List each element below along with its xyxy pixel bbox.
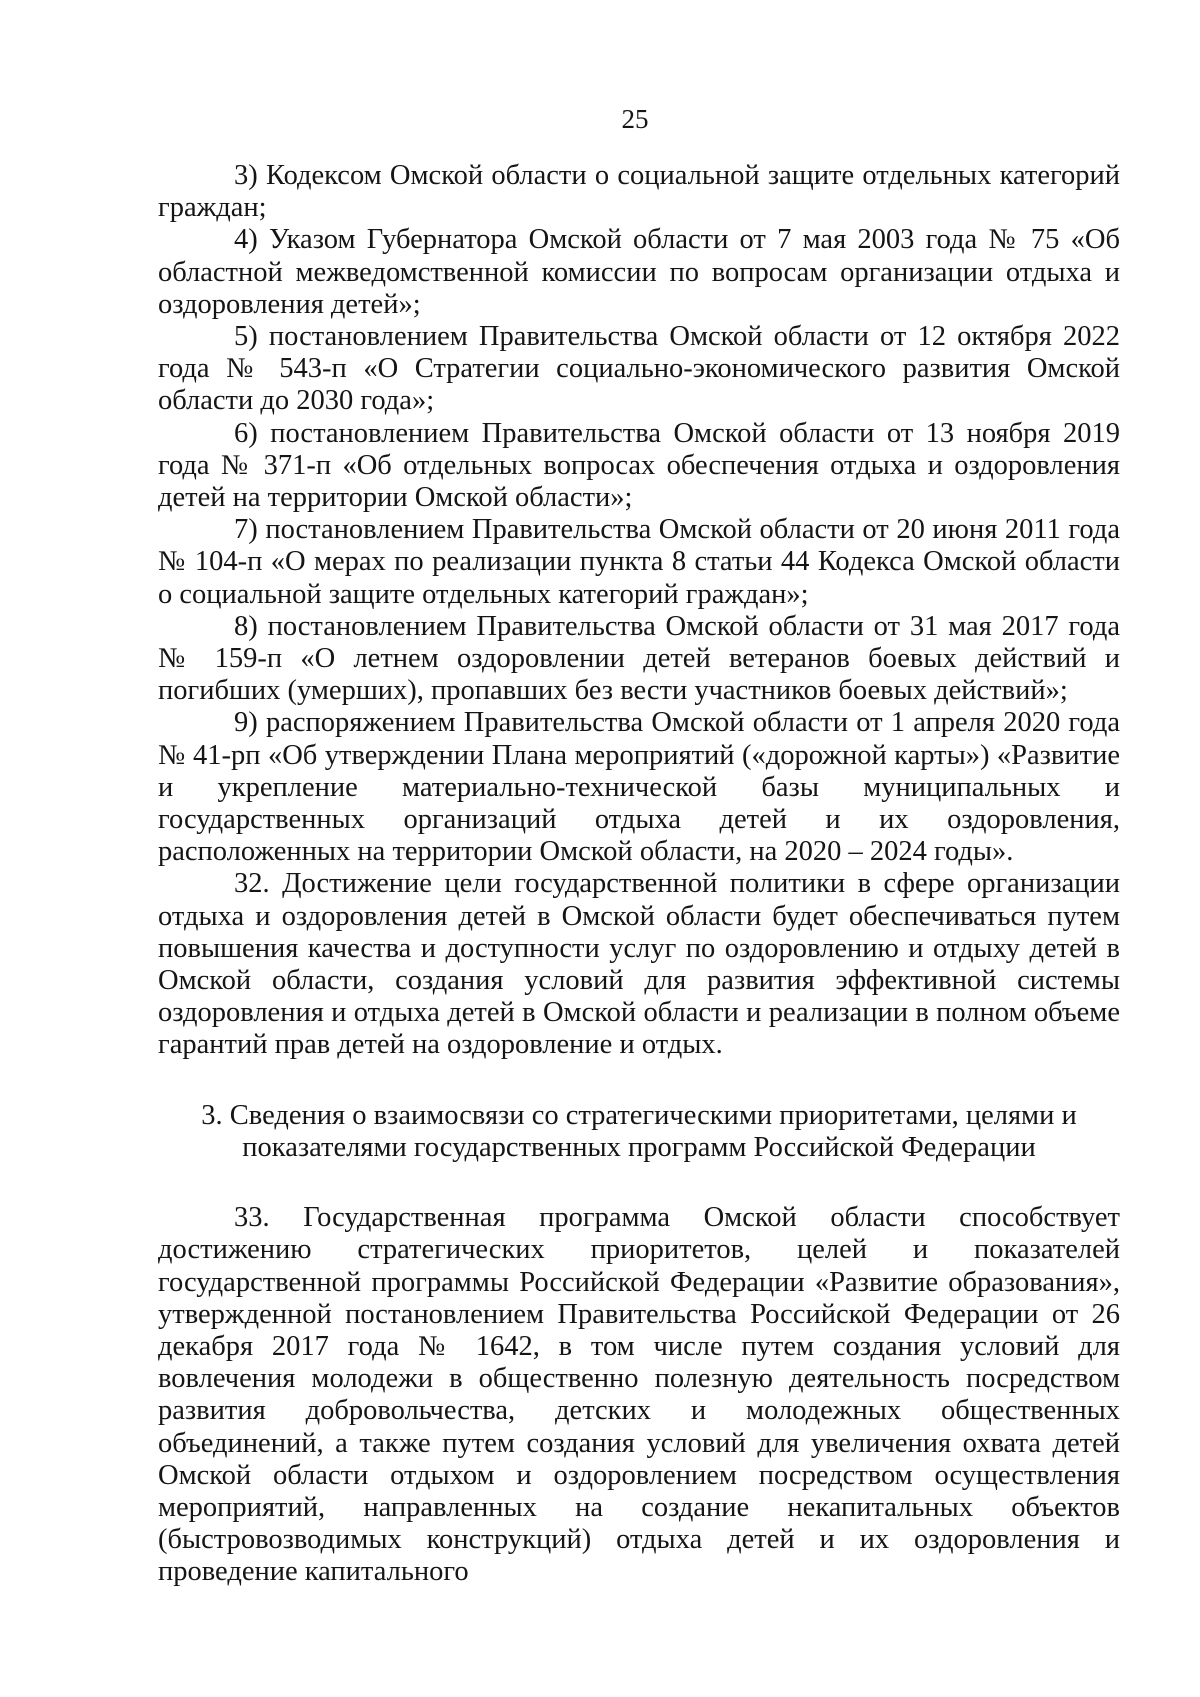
section-heading [158,1100,1120,1164]
section-heading-line-1: 3. Сведения о взаимосвязи со стратегическими приоритетами, целями и [201,1099,1077,1131]
paragraph-item-5: 5) постановлением Правительства Омской области от 12 октября 2022 года № 543-п «О Стратегии социально-экономического развития Омской области до 2030 года»; [158,321,1120,417]
paragraph-item-3: 3) Кодексом Омской области о социальной защите отдельных категорий граждан; [158,160,1120,224]
paragraph-item-9: 9) распоряжением Правительства Омской области от 1 апреля 2020 года № 41-рп «Об утверждении Плана мероприятий («дорожной карты») «Развитие и укрепление материально-технической базы муниципальных и государственных организаций отдыха детей и их оздоровления, расположенных на территории Омской области, на 2020 – 2024 годы». [158,707,1120,868]
paragraph-32: 32. Достижение цели государственной политики в сфере организации отдыха и оздоровления детей в Омской области будет обеспечиваться путем повышения качества и доступности услуг по оздоровлению и отдыху детей в Омской области, создания условий для развития эффективной системы оздоровления и отдыха детей в Омской области и реализации в полном объеме гарантий прав детей на оздоровление и отдых. [158,868,1120,1061]
paragraph-item-4: 4) Указом Губернатора Омской области от 7 мая 2003 года № 75 «Об областной межведомственной комиссии по вопросам организации отдыха и оздоровления детей»; [158,224,1120,320]
document-body [158,160,1120,1589]
paragraph-item-6: 6) постановлением Правительства Омской области от 13 ноября 2019 года № 371-п «Об отдельных вопросах обеспечения отдыха и оздоровления детей на территории Омской области»; [158,417,1120,514]
paragraph-item-7: 7) постановлением Правительства Омской области от 20 июня 2011 года № 104-п «О мерах по реализации пункта 8 статьи 44 Кодекса Омской области о социальной защите отдельных категорий граждан»; [158,514,1120,610]
paragraph-33: 33. Государственная программа Омской области способствует достижению стратегических приоритетов, целей и показателей государственной программы Российской Федерации «Развитие образования», утвержденной постановлением Правительства Российской Федерации от 26 декабря 2017 года № 1642, в том числе путем создания условий для вовлечения молодежи в общественно полезную деятельность посредством развития добровольчества, детских и молодежных общественных объединений, а также путем создания условий для увеличения охвата детей Омской области отдыхом и оздоровлением посредством осуществления мероприятий, направленных на создание некапитальных объектов (быстровозводимых конструкций) отдыха детей и их оздоровления и проведение капитального [158,1202,1120,1588]
section-heading-line-2: показателями государственных программ Российской Федерации [242,1131,1036,1163]
paragraph-item-8: 8) постановлением Правительства Омской области от 31 мая 2017 года № 159-п «О летнем оздоровлении детей ветеранов боевых действий и погибших (умерших), пропавших без вести участников боевых действий»; [158,610,1120,707]
page-number: 25 [621,104,649,134]
